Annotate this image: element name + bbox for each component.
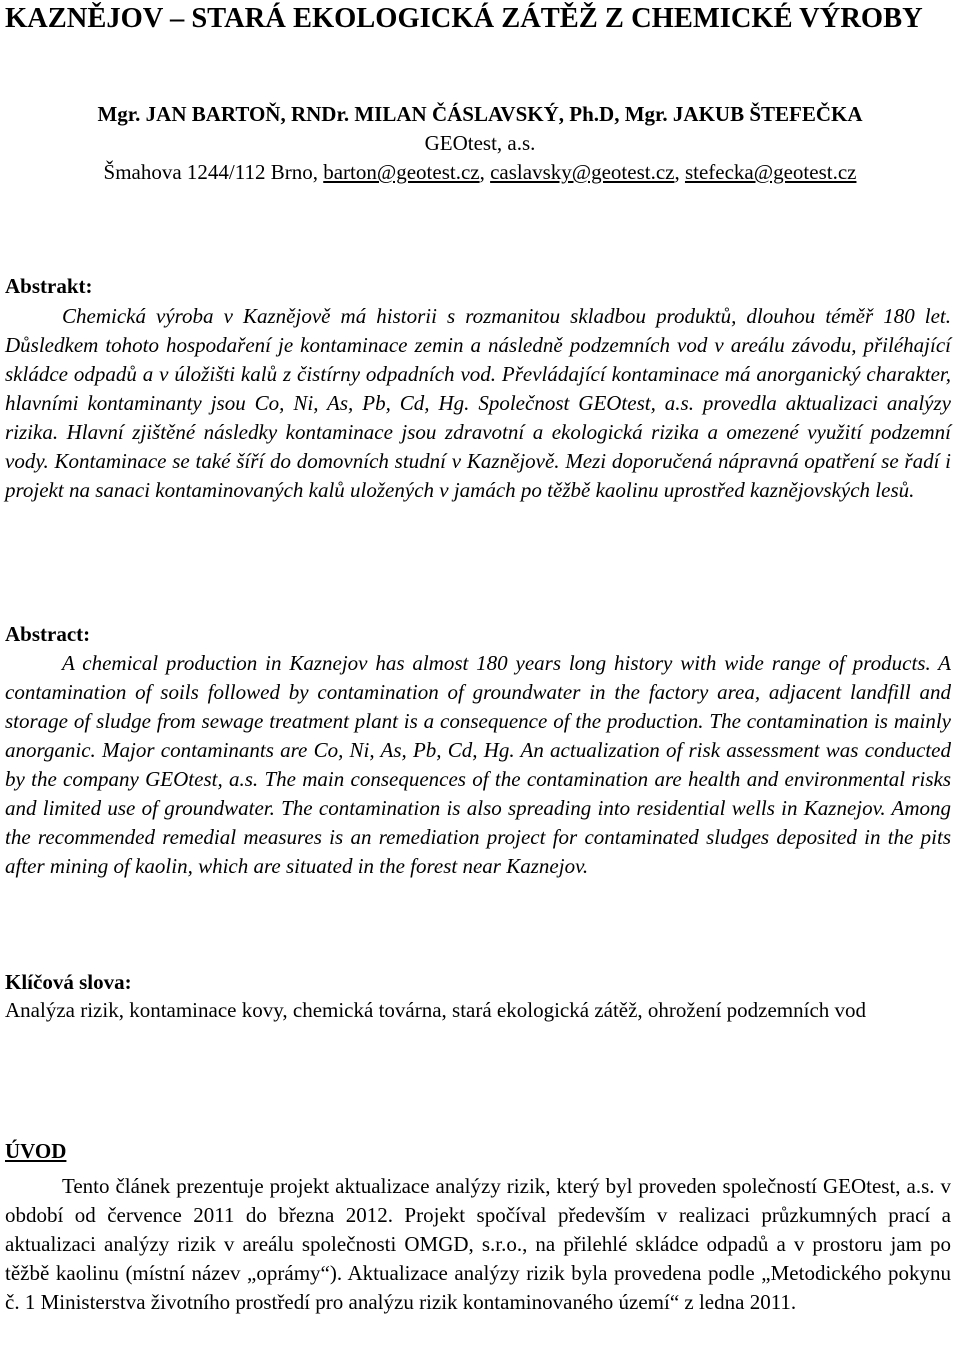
abstrakt-heading: Abstrakt: (5, 274, 93, 298)
separator: , (479, 160, 491, 184)
uvod-text: Tento článek prezentuje projekt aktualizace analýzy rizik, který byl proveden společností GEOtest, a.s. v období od července 2011 do března 2012. Projekt spočíval především v realizaci průzkumných prací a aktualizaci analýzy rizik v areálu společnosti OMGD, s.r.o., na přilehlé skládce odpadů a v prostoru jam po těžbě kaolinu (místní název „oprámy“). Aktualizace analýzy rizik byla provedena podle „Metodického pokynu č. 1 Ministerstva životního prostředí pro analýzu rizik kontaminovaného území“ z ledna 2011. (5, 1174, 951, 1314)
abstract-heading: Abstract: (5, 622, 91, 646)
email-link-caslavsky[interactable]: caslavsky@geotest.cz (490, 160, 675, 184)
email-link-barton[interactable]: barton@geotest.cz (323, 160, 480, 184)
uvod-heading: ÚVOD (5, 1139, 67, 1163)
abstract-text: A chemical production in Kaznejov has almost 180 years long history with wide range of products. A contamination of soils followed by contamination of groundwater in the factory area, adjacent landfill and storage of sludge from sewage treatment plant is a consequence of the production. The contamination is mainly anorganic. Major contaminants are Co, Ni, As, Pb, Cd, Hg. An actualization of risk assessment was conducted by the company GEOtest, a.s. The main consequences of the contamination are health and environmental risks and limited use of groundwater. The contamination is also spreading into residential wells in Kaznejov. Among the recommended remedial measures is an remediation project for contaminated sludges deposited in the pits after mining of kaolin, which are situated in the forest near Kaznejov. (5, 651, 951, 878)
abstrakt-text: Chemická výroba v Kaznějově má historii s rozmanitou skladbou produktů, dlouhou téměř 180 let. Důsledkem tohoto hospodaření je kontaminace zemin a následně podzemních vod v areálu závodu, přiléhající skládce odpadů a v úložišti kalů z čistírny odpadních vod. Převládající kontaminace má anorganický charakter, hlavními kontaminanty jsou Co, Ni, As, Pb, Cd, Hg. Společnost GEOtest, a.s. provedla aktualizaci analýzy rizika. Hlavní zjištěné následky kontaminace jsou zdravotní a ekologická rizika a omezené využití podzemní vody. Kontaminace se také šíří do domovních studní v Kaznějově. Mezi doporučená nápravná opatření se řadí i projekt na sanaci kontaminovaných kalů uložených v jamách po těžbě kaolinu uprostřed kaznějovských lesů. (5, 304, 951, 502)
organization: GEOtest, a.s. (424, 131, 536, 155)
address-text: Šmahova 1244/112 Brno, (103, 160, 324, 184)
email-link-stefecka[interactable]: stefecka@geotest.cz (684, 160, 857, 184)
separator: , (674, 160, 685, 184)
paper-title: KAZNĚJOV – STARÁ EKOLOGICKÁ ZÁTĚŽ Z CHEMICKÉ VÝROBY (5, 3, 923, 34)
author-list: Mgr. JAN BARTOŇ, RNDr. MILAN ČÁSLAVSKÝ, Ph.D, Mgr. JAKUB ŠTEFEČKA (97, 102, 863, 126)
address-line (0, 158, 960, 186)
keywords-heading: Klíčová slova: (5, 970, 132, 994)
keywords-text: Analýza rizik, kontaminace kovy, chemická továrna, stará ekologická zátěž, ohrožení podzemních vod (5, 998, 867, 1022)
